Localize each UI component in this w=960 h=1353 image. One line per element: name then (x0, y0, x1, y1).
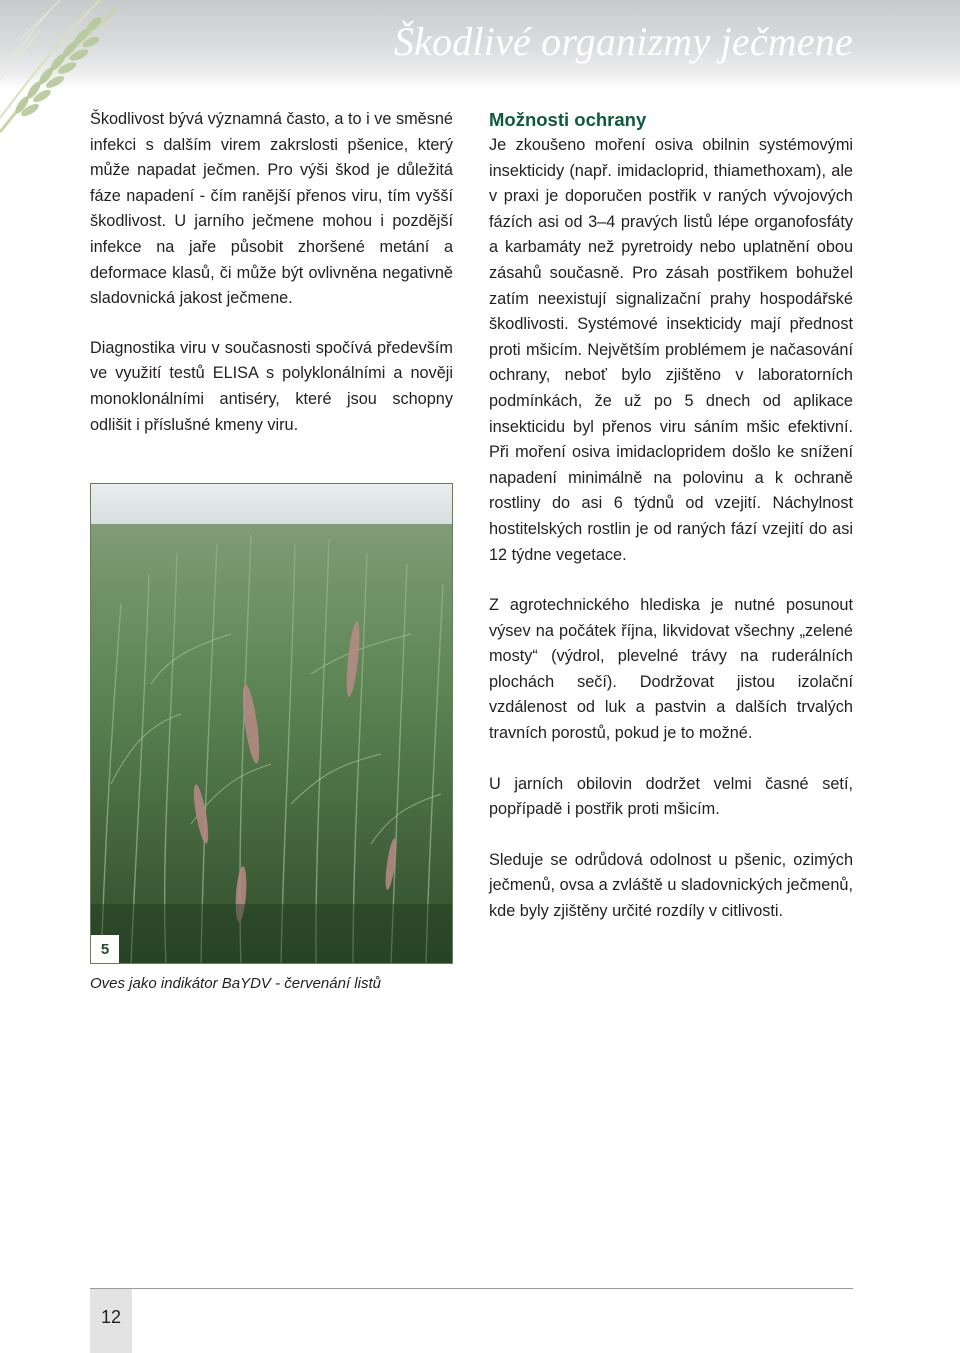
oat-field-photo (90, 483, 453, 964)
left-paragraph-2: Diagnostika viru v současnosti spočívá především ve využití testů ELISA s polyklonálními a nověji monoklonálními antiséry, které jsou schopny odlišit i příslušné kmeny viru. (90, 338, 453, 434)
footer-rule (90, 1288, 853, 1289)
right-paragraph-1: Je zkoušeno moření osiva obilnin systémovými insekticidy (např. imidacloprid, thiamethoxam), ale v praxi je doporučen postřik v raných vývojových fázích asi od 3–4 pravých listů lépe organofosfáty a karbamáty než pyretroidy nebo uplatnění obou zásahů současně. Pro zásah postřikem bohužel zatím neexistují signalizační prahy hospodářské škodlivosti. Systémové insekticidy mají přednost proti mšicím. Největším problémem je načasování ochrany, neboť bylo zjištěno v laboratorních podmínkách, že už po 5 dnech od aplikace insekticidu byl přenos viru sáním mšic efektivní. Při moření osiva imidaclopridem došlo ke snížení napadení minimálně na polovinu a k ochraně rostliny do asi 6 týdnů od vzejití. Náchylnost hostitelských rostlin je od raných fází vzejití do asi 12 týdne vegetace. (489, 136, 853, 564)
right-paragraph-3: U jarních obilovin dodržet velmi časné setí, popřípadě i postřik proti mšicím. (489, 774, 853, 819)
left-column (90, 107, 453, 438)
right-paragraph-4: Sleduje se odrůdová odolnost u pšenic, ozimých ječmenů, ovsa a zvláště u sladovnických ječmenů, kde byly zjištěny určité rozdíly v citlivosti. (489, 850, 853, 921)
figure-number: 5 (91, 935, 119, 963)
header-title: Škodlivé organizmy ječmene (393, 19, 853, 64)
left-paragraph-1: Škodlivost bývá významná často, a to i ve směsné infekci s dalším virem zakrslosti pšenice, který může napadat ječmen. Pro výši škod je důležitá fáze napadení - čím ranější přenos viru, tím vyšší škodlivost. U jarního ječmene mohou i pozdější infekce na jaře působit zhoršené metání a deformace klasů, či může být ovlivněna negativně sladovnická jakost ječmene. (90, 110, 453, 308)
right-paragraph-2: Z agrotechnického hlediska je nutné posunout výsev na počátek října, likvidovat všechny „zelené mosty“ (výdrol, plevelné trávy na ruderálních plochách sečí). Dodržovat jistou izolační vzdálenost od luk a pastvin a dalších trvalých travních porostů, pokud je to možné. (489, 596, 853, 743)
oat-field-image (91, 484, 453, 964)
page-number: 12 (100, 1307, 122, 1327)
right-column (489, 107, 853, 925)
page-number-tab (90, 1289, 132, 1353)
section-title: Možnosti ochrany (489, 109, 647, 130)
figure-caption: Oves jako indikátor BaYDV - červenání listů (90, 975, 381, 992)
